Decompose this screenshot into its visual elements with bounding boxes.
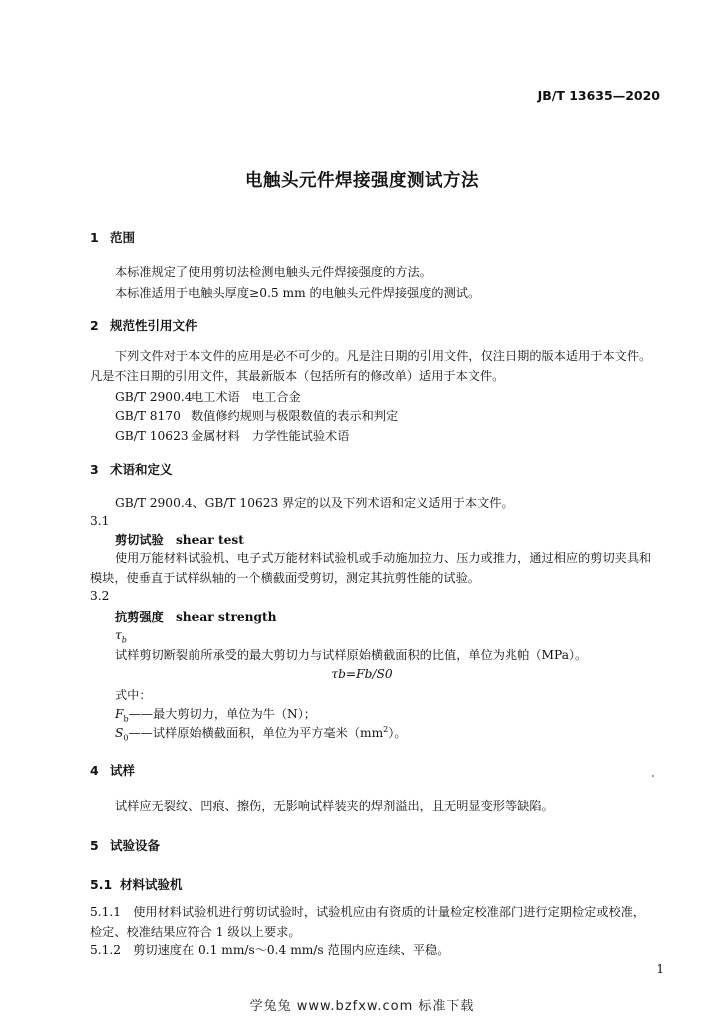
section-1-paragraph: 本标准适用于电触头厚度≥0.5 mm 的电触头元件焊接强度的测试。	[115, 286, 481, 300]
footer-watermark: 学兔兔 www.bzfxw.com 标准下载	[249, 999, 475, 1014]
reference-item: GB/T 10623 金属材料 力学性能试验术语	[115, 429, 350, 443]
term-symbol: $\tau_b$	[115, 628, 127, 645]
term-number: 3.1	[90, 514, 110, 528]
section-4-paragraph: 试样应无裂纹、凹痕、擦伤，无影响试样装夹的焊剂溢出，且无明显变形等缺陷。	[115, 799, 554, 813]
clause: 5.1.2 剪切速度在 0.1 mm/s～0.4 mm/s 范围内应连续、平稳。	[90, 943, 450, 957]
formula-where: 式中：	[115, 688, 152, 702]
subsection-heading: 5.1 材料试验机	[90, 877, 183, 892]
term-definition: 使用万能材料试验机、电子式万能材料试验机或手动施加拉力、压力或推力，通过相应的剪切夹具和模块，使垂直于试样纵轴的一个横截面受剪切，测定其抗剪性能的试验。	[90, 551, 652, 585]
section-3-heading: 3 术语和定义	[90, 462, 173, 477]
term-heading: 剪切试验 shear test	[115, 533, 244, 547]
scan-dot	[652, 775, 654, 777]
section-3-intro: GB/T 2900.4、GB/T 10623 界定的以及下列术语和定义适用于本文件。	[115, 496, 514, 510]
section-1-heading: 1 范围	[90, 230, 136, 245]
term-number: 3.2	[90, 589, 110, 603]
reference-item: GB/T 2900.4电工术语 电工合金	[115, 390, 301, 404]
term-heading: 抗剪强度 shear strength	[115, 610, 277, 624]
section-2-intro: 下列文件对于本文件的应用是必不可少的。凡是注日期的引用文件，仅注日期的版本适用于本文件。凡是不注日期的引用文件，其最新版本（包括所有的修改单）适用于本文件。	[90, 349, 652, 383]
formula-variable: $S_0——$试样原始横截面积，单位为平方毫米$(mm^2)$。	[115, 724, 407, 743]
document-code: JB/T 13635—2020	[537, 88, 660, 103]
clause: 5.1.1 使用材料试验机进行剪切试验时，试验机应由有资质的计量检定校准部门进行定期检定或校准，检定、校准结果应符合 1 级以上要求。	[90, 905, 646, 939]
section-5-heading: 5 试验设备	[90, 838, 161, 853]
document-title: 电触头元件焊接强度测试方法	[245, 171, 479, 191]
section-2-heading: 2 规范性引用文件	[90, 318, 198, 333]
term-definition: 试样剪切断裂前所承受的最大剪切力与试样原始横截面积的比值，单位为兆帕（MPa）。	[115, 648, 588, 662]
page-number: 1	[656, 962, 664, 976]
section-1-paragraph: 本标准规定了使用剪切法检测电触头元件焊接强度的方法。	[115, 265, 432, 279]
section-4-heading: 4 试样	[90, 763, 136, 778]
reference-item: GB/T 8170 数值修约规则与极限数值的表示和判定	[115, 409, 399, 423]
formula: τb=Fb/S0	[331, 667, 393, 681]
formula-variable: $F_b——$最大剪切力，单位为牛（N）；	[115, 707, 316, 724]
